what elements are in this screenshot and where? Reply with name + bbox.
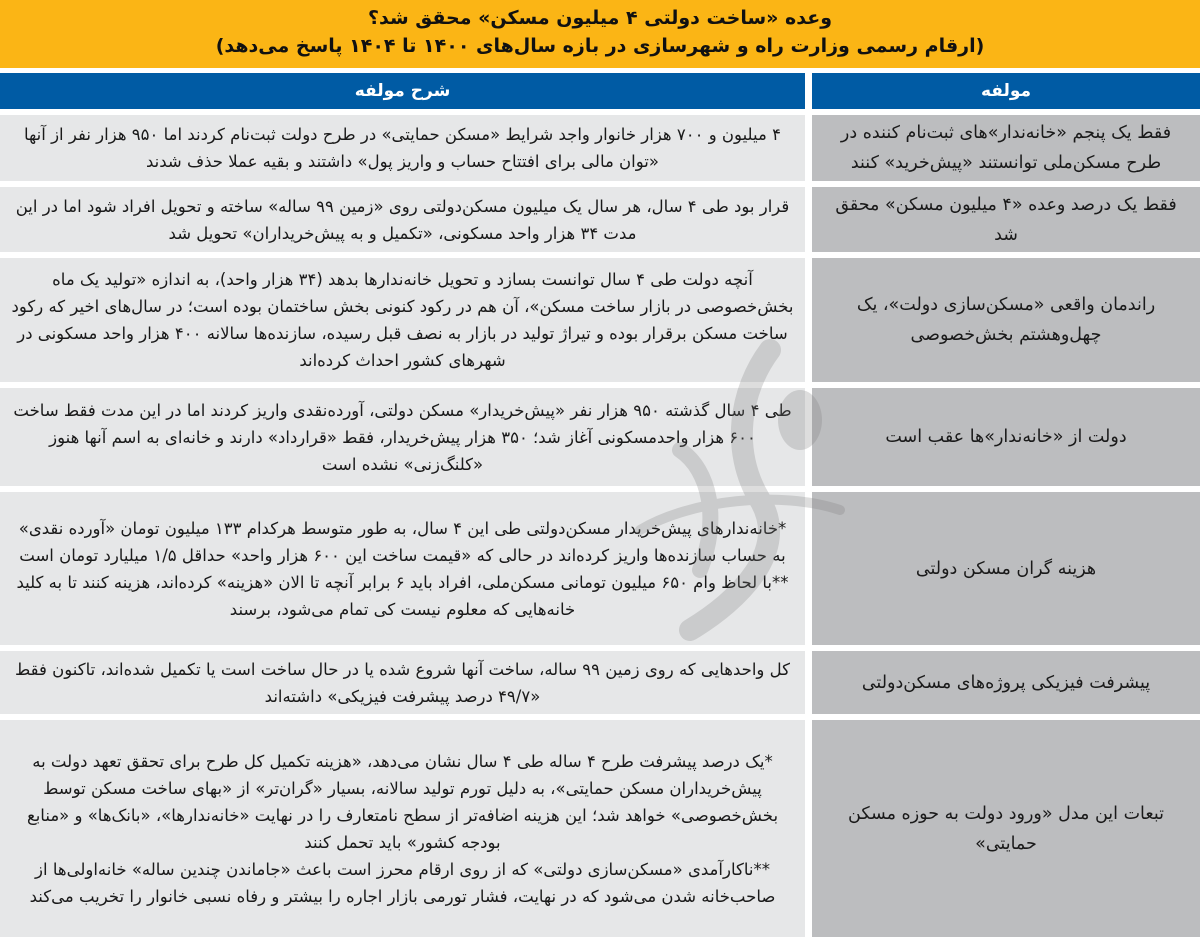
component-text: پیشرفت فیزیکی پروژه‌های مسکن‌دولتی: [861, 672, 1151, 693]
description-text: کل واحدهایی که روی زمین ۹۹ ساله، ساخت آنها شروع شده یا در حال ساخت است یا تکمیل شده‌اند، تاکنون فقط «۴۹/۷ درصد پیشرفت فیزیکی» داشته‌اند: [14, 659, 790, 706]
description-text: آنچه دولت طی ۴ سال توانست بسازد و تحویل خانه‌ندارها بدهد (۳۴ هزار واحد)، به اندازه «تولید یک ماه بخش‌خصوصی در بازار ساخت مسکن»، آن هم در رکود کنونی بخش ساختمان بوده است؛ در سال‌های اخیر که رکود ساخت مسکن برقرار بوده و تیراژ تولید در بازار به نصف قبل رسیده، سازنده‌ها سالانه ۴۰۰ هزار واحد مسکونی در شهرهای کشور احداث کرده‌اند: [11, 270, 794, 370]
table-row-6-component: [812, 651, 1200, 714]
description-text: قرار بود طی ۴ سال، هر سال یک میلیون مسکن‌دولتی روی «زمین ۹۹ ساله» ساخته و تحویل افراد شود اما در این مدت ۳۴ هزار واحد مسکونی، «تکمیل و به پیش‌خریداران» تحویل شد: [15, 196, 790, 243]
component-text: هزینه گران مسکن دولتی: [915, 558, 1097, 579]
table-row-6-description: [0, 651, 805, 714]
table-row-5-component: [812, 492, 1200, 645]
table-row-7-component: [812, 720, 1200, 937]
component-text: تبعات این مدل «ورود دولت به حوزه مسکن حمایتی»: [848, 803, 1164, 854]
table-row-3-description: [0, 258, 805, 382]
page-subtitle: (ارقام رسمی وزارت راه و شهرسازی در بازه سال‌های ۱۴۰۰ تا ۱۴۰۴ پاسخ می‌دهد): [215, 35, 985, 57]
description-text: *یک درصد پیشرفت طرح ۴ ساله طی ۴ سال نشان می‌دهد، «هزینه تکمیل کل طرح برای تحقق تعهد دولت به پیش‌خریداران مسکن حمایتی»، به دلیل تورم تولید سالانه، بسیار «گران‌تر» از «بهای ساخت مسکن توسط بخش‌خصوصی» خواهد شد؛ این هزینه اضافه‌تر از سطح نامتعارف را در نهایت «خانه‌ندارها»، «بانک‌ها» و «منابع بودجه کشور» باید تحمل کنند **ناکارآمدی «مسکن‌سازی دولتی» که از روی ارقام محرز است باعث «جاماندن چندین ساله» خانه‌اولی‌ها از صاحب‌خانه شدن می‌شود که در نهایت، فشار تورمی بازار اجاره را بیشتر و رفاه نسبی خانوار را تخریب می‌کند: [26, 751, 779, 906]
table-row-7-description: [0, 720, 805, 937]
description-text: طی ۴ سال گذشته ۹۵۰ هزار نفر «پیش‌خریدار» مسکن دولتی، آورده‌نقدی واریز کردند اما در این مدت فقط ساخت ۶۰۰ هزار واحدمسکونی آغاز شد؛ ۳۵۰ هزار پیش‌خریدار، فقط «قرارداد» دارند و خانه‌ای به اسم آنها هنوز «کلنگ‌زنی» نشده است: [13, 400, 792, 474]
table-row-1-component: [812, 115, 1200, 181]
column-header-component: مولفه: [812, 73, 1200, 109]
table-row-4-description: [0, 388, 805, 486]
component-text: فقط یک درصد وعده «۴ میلیون مسکن» محقق شد: [835, 194, 1177, 245]
page-title: وعده «ساخت دولتی ۴ میلیون مسکن» محقق شد؟: [367, 7, 833, 29]
table-row-3-component: [812, 258, 1200, 382]
table-row-2-component: [812, 187, 1200, 252]
description-text: ۴ میلیون و ۷۰۰ هزار خانوار واجد شرایط «مسکن حمایتی» در طرح دولت ثبت‌نام کردند اما ۹۵۰ هزار نفر از آنها «توان مالی برای افتتاح حساب و واریز پول» داشتند و بقیه عملا حذف شدند: [24, 125, 781, 171]
table-row-5-description: [0, 492, 805, 645]
component-text: دولت از «خانه‌ندار»ها عقب است: [885, 427, 1127, 447]
table-row-1-description: [0, 115, 805, 181]
component-text: راندمان واقعی «مسکن‌سازی دولت»، یک چهل‌وهشتم بخش‌خصوصی: [856, 295, 1156, 345]
title-bar: [0, 0, 1200, 68]
column-header-description: شرح مولفه: [0, 73, 805, 109]
description-text: *خانه‌ندارهای پیش‌خریدار مسکن‌دولتی طی این ۴ سال، به طور متوسط هرکدام ۱۳۳ میلیون تومان «آورده نقدی» به حساب سازنده‌ها واریز کرده‌اند در حالی که «قیمت ساخت این ۶۰۰ هزار واحد» حداقل ۱/۵ میلیارد تومان است **با لحاظ وام ۶۵۰ میلیون تومانی مسکن‌ملی، افراد باید ۶ برابر آنچه تا الان «هزینه» کرده‌اند، هزینه کنند تا به کلید خانه‌هایی که معلوم نیست کی تمام می‌شود، برسند: [16, 518, 789, 619]
component-text: فقط یک پنجم «خانه‌ندار»های ثبت‌نام کننده در طرح مسکن‌ملی توانستند «پیش‌خرید» کنند: [840, 123, 1172, 173]
table-row-2-description: [0, 187, 805, 252]
table-row-4-component: [812, 388, 1200, 486]
